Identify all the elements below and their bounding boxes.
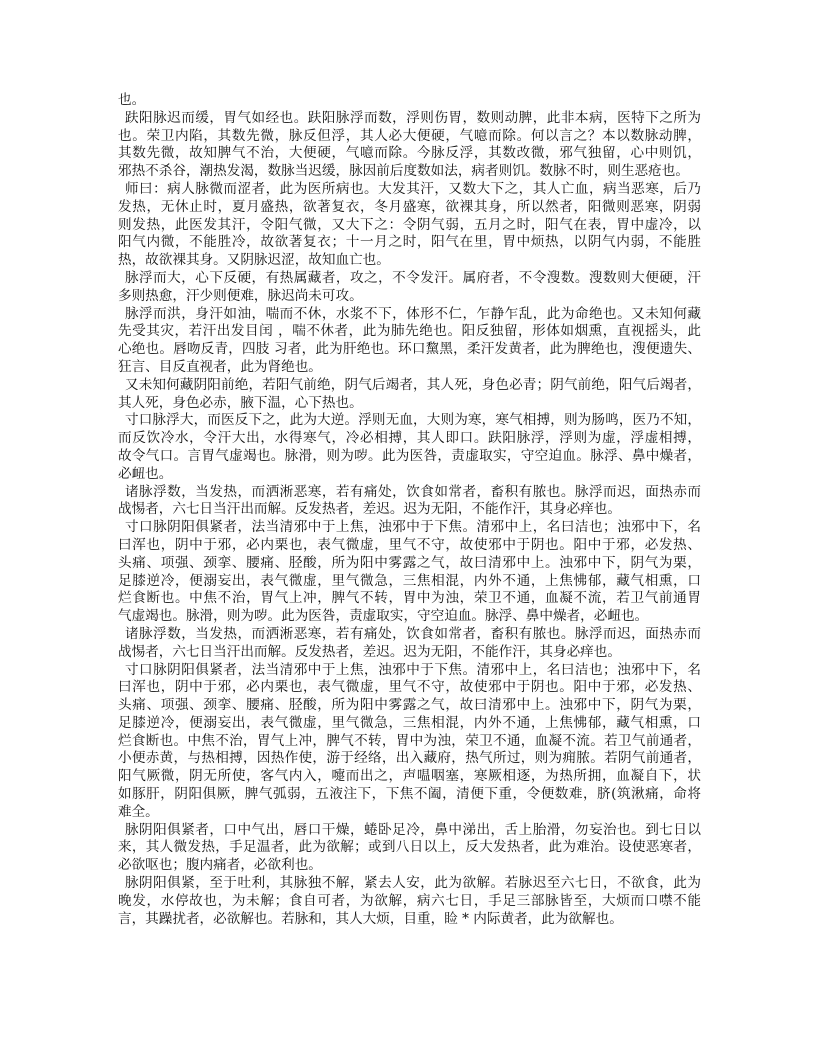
paragraph bbox=[118, 306, 701, 377]
text-line: 脉浮而洪，身汗如油，喘而不休，水浆不下，体形不仁，乍静乍乱，此为命绝也。又未知何藏 bbox=[125, 305, 701, 322]
text-line: 脉阴阳俱紧，至于吐利，其脉独不解，紧去人安，此为欲解。若脉迟至六七日，不欲食，此为 bbox=[125, 875, 701, 892]
text-line: 曰浑也，阴中于邪，必内栗也，表气微虚，里气不守，故使邪中于阴也。阳中于邪，必发热、 bbox=[118, 536, 701, 553]
text-line: 晚发，水停故也，为未解；食自可者，为欲解，病六七日，手足三部脉皆至，大烦而口噤不能 bbox=[118, 892, 701, 909]
text-line: 脉阴阳俱紧者，口中气出，唇口干燥，蜷卧足冷，鼻中涕出，舌上胎滑，勿妄治也。到七日以 bbox=[125, 821, 701, 838]
text-line: 寸口脉浮大，而医反下之，此为大逆。浮则无血，大则为寒，寒气相搏，则为肠鸣，医乃不知， bbox=[125, 412, 701, 429]
paragraph bbox=[118, 662, 701, 822]
paragraph bbox=[118, 626, 701, 662]
paragraph bbox=[118, 181, 701, 270]
text-line: 难全。 bbox=[118, 803, 159, 820]
text-line: 趺阳脉迟而缓，胃气如经也。趺阳脉浮而数，浮则伤胃，数则动脾，此非本病，医特下之所为 bbox=[125, 109, 701, 126]
paragraph bbox=[118, 377, 701, 413]
text-line: 其人死，身色必赤，腋下温，心下热也。 bbox=[118, 394, 363, 411]
text-line: 足膝逆冷，便溺妄出，表气微虚，里气微急，三焦相混，内外不通，上焦怫郁，藏气相熏，口 bbox=[118, 572, 701, 589]
paragraph bbox=[118, 270, 701, 306]
text-line: 也。荣卫内陷，其数先微，脉反但浮，其人必大便硬，气噫而除。何以言之？本以数脉动脾， bbox=[118, 127, 701, 144]
text-line: 曰浑也，阴中于邪，必内栗也，表气微虚，里气不守，故使邪中于阴也。阳中于邪，必发热、 bbox=[118, 679, 701, 696]
text-line: 诸脉浮数，当发热，而洒淅恶寒，若有痛处，饮食如常者，畜积有脓也。脉浮而迟，面热赤而 bbox=[125, 625, 701, 642]
text-line: 足膝逆冷，便溺妄出，表气微虚，里气微急，三焦相混，内外不通，上焦怫郁，藏气相熏，口 bbox=[118, 714, 701, 731]
text-line: 诸脉浮数，当发热，而洒淅恶寒，若有痛处，饮食如常者，畜积有脓也。脉浮而迟，面热赤而 bbox=[125, 483, 701, 500]
text-line: 小便赤黄，与热相搏，因热作使，游于经络，出入藏府，热气所过，则为痈脓。若阴气前通者， bbox=[118, 750, 701, 767]
paragraph bbox=[118, 875, 701, 928]
text-line: 战惕者，六七日当汗出而解。反发热者，差迟。迟为无阳，不能作汗，其身必痒也。 bbox=[118, 501, 621, 518]
text-line: 烂食断也。中焦不治，胃气上冲，脾气不转，胃中为浊，荣卫不通，血凝不流，若卫气前通胃 bbox=[118, 590, 701, 607]
text-line: 先受其灾，若汗出发目闰 ，喘不休者，此为肺先绝也。阳反独留，形体如烟熏，直视摇头，此 bbox=[118, 323, 701, 340]
text-line: 故令气口。言胃气虚竭也。脉滑，则为哕。此为医咎，责虚取实，守空迫血。脉浮、鼻中燥者， bbox=[118, 447, 701, 464]
text-line: 来，其人微发热，手足温者，此为欲解；或到八日以上，反大发热者，此为难治。设使恶寒者， bbox=[118, 839, 701, 856]
text-line: 也。 bbox=[118, 92, 146, 108]
text-line: 师曰：病人脉微而涩者，此为医所病也。大发其汗，又数大下之，其人亡血，病当恶寒，后乃 bbox=[125, 180, 701, 197]
paragraph bbox=[118, 484, 701, 520]
text-line: 必衄也。 bbox=[118, 465, 173, 482]
text-line: 则发热，此医发其汗，令阳气微，又大下之：令阴气弱，五月之时，阳气在表，胃中虚冷，以 bbox=[118, 216, 701, 233]
text-line: 阳气厥微，阴无所使，客气内入，嚏而出之，声嗢咽塞，寒厥相逐，为热所拥，血凝自下，状 bbox=[118, 768, 701, 785]
text-line: 言，其躁扰者，必欲解也。若脉和，其人大烦，目重，睑 * 内际黄者，此为欲解也。 bbox=[118, 910, 623, 927]
text-line: 狂言、目反直视者，此为肾绝也。 bbox=[118, 358, 322, 375]
paragraph bbox=[118, 110, 701, 181]
text-line: 热，故欲裸其身。又阴脉迟涩，故知血亡也。 bbox=[118, 252, 390, 269]
text-line: 多则热愈，汗少则便难，脉迟尚未可攻。 bbox=[118, 287, 363, 304]
text-line: 阳气内微，不能胜冷，故欲著复衣；十一月之时，阳气在里，胃中烦热，以阴气内弱，不能胜 bbox=[118, 234, 701, 251]
text-line: 邪热不杀谷，潮热发渴，数脉当迟缓，脉因前后度数如法，病者则饥。数脉不时，则生恶疮也。 bbox=[118, 163, 689, 180]
text-line: 头痛、项强、颈挛、腰痛、胫酸，所为阳中雾露之气，故曰清邪中上。浊邪中下，阴气为栗， bbox=[118, 697, 701, 714]
paragraph bbox=[118, 92, 701, 110]
document-body bbox=[118, 92, 701, 928]
text-line: 又未知何藏阴阳前绝，若阳气前绝，阴气后竭者，其人死，身色必青；阴气前绝，阳气后竭者， bbox=[125, 376, 701, 393]
paragraph bbox=[118, 412, 701, 483]
text-line: 气虚竭也。脉滑，则为哕。此为医咎，责虚取实，守空迫血。脉浮、鼻中燥者，必衄也。 bbox=[118, 608, 649, 625]
paragraph bbox=[118, 822, 701, 875]
text-line: 寸口脉阴阳俱紧者，法当清邪中于上焦，浊邪中于下焦。清邪中上，名曰洁也；浊邪中下，名 bbox=[125, 661, 701, 678]
text-line: 战惕者，六七日当汗出而解。反发热者，差迟。迟为无阳，不能作汗，其身必痒也。 bbox=[118, 643, 621, 660]
text-line: 寸口脉阴阳俱紧者，法当清邪中于上焦，浊邪中于下焦。清邪中上，名曰洁也；浊邪中下，名 bbox=[125, 519, 701, 536]
text-line: 心绝也。唇吻反青，四肢 习者，此为肝绝也。环口黧黑，柔汗发黄者，此为脾绝也，溲便遗失、 bbox=[118, 341, 701, 358]
text-line: 烂食断也。中焦不治，胃气上冲，脾气不转，胃中为浊，荣卫不通，血凝不流。若卫气前通者， bbox=[118, 732, 701, 749]
text-line: 如豚肝，阴阳俱厥，脾气弧弱，五液注下，下焦不阖，清便下重，令便数难，脐(筑湫痛，命将 bbox=[118, 786, 701, 803]
text-line: 必欲呕也；腹内痛者，必欲利也。 bbox=[118, 857, 322, 874]
text-line: 其数先微，故知脾气不治，大便硬，气噫而除。今脉反浮，其数改微，邪气独留，心中则饥， bbox=[118, 145, 701, 162]
text-line: 而反饮冷水，令汗大出，水得寒气，冷必相搏，其人即口。趺阳脉浮，浮则为虚，浮虚相搏， bbox=[118, 430, 701, 447]
text-line: 头痛、项强、颈挛、腰痛、胫酸，所为阳中雾露之气，故曰清邪中上。浊邪中下，阴气为栗， bbox=[118, 554, 701, 571]
text-line: 发热，无休止时，夏月盛热，欲著复衣，冬月盛寒，欲裸其身，所以然者，阳微则恶寒，阴弱 bbox=[118, 198, 701, 215]
text-line: 脉浮而大，心下反硬，有热属藏者，攻之，不令发汗。属府者，不令溲数。溲数则大便硬，汗 bbox=[125, 269, 701, 286]
paragraph bbox=[118, 519, 701, 626]
